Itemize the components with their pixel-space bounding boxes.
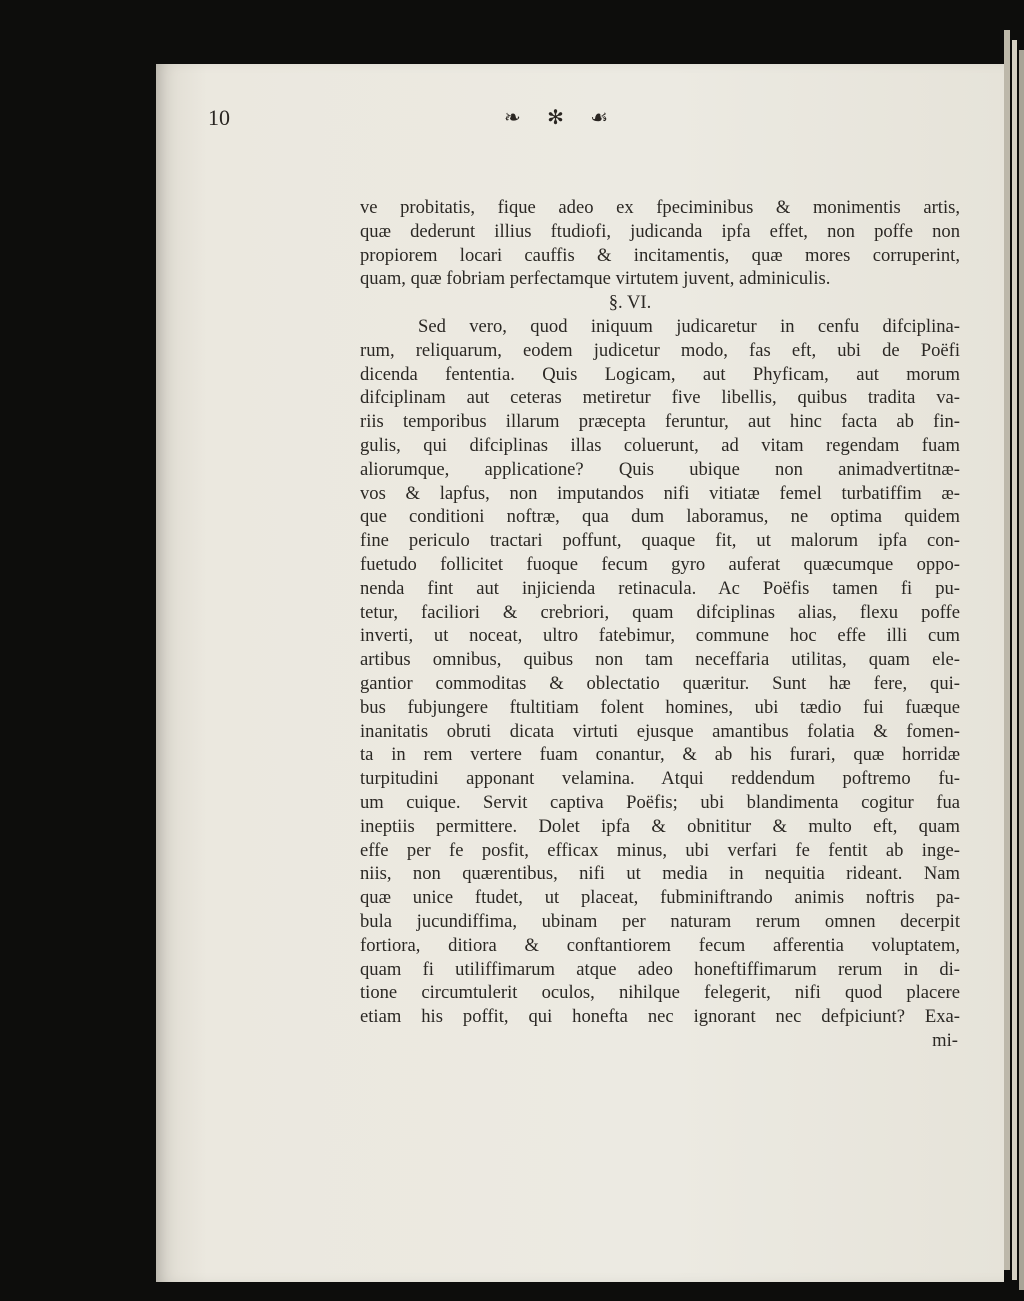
text-line: niis, non quærentibus, nifi ut media in nequitia rideant. Nam — [360, 863, 960, 885]
text-line: bula jucundiffima, ubinam per naturam rerum omnen decerpit — [360, 910, 960, 932]
text-line: quam fi utiliffimarum atque adeo honeftiffimarum rerum in di- — [360, 958, 960, 980]
text-line: que conditioni noftræ, qua dum laboramus, ne optima quidem — [360, 506, 960, 528]
text-line: effe per fe posfit, efficax minus, ubi verfari fe fentit ab inge- — [360, 839, 960, 861]
section-paragraph — [360, 315, 960, 1029]
text-line: nenda fint aut injicienda retinacula. Ac Poëfis tamen fi pu- — [360, 577, 960, 599]
text-line: vos & lapfus, non imputandos nifi vitiatæ femel turbatiffim æ- — [360, 482, 960, 504]
text-line: tione circumtulerit oculos, nihilque felegerit, nifi quod placere — [360, 982, 960, 1004]
text-line: tetur, faciliori & crebriori, quam difciplinas alias, flexu poffe — [360, 601, 960, 623]
body-text — [360, 196, 960, 1053]
text-line: propiorem locari cauffis & incitamentis, quæ mores corruperint, — [360, 244, 960, 266]
text-line: inverti, ut noceat, ultro fatebimur, commune hoc effe illi cum — [360, 625, 960, 647]
text-line: difciplinam aut ceteras metiretur five libellis, quibus tradita va- — [360, 387, 960, 409]
text-line: fine periculo tractari poffunt, quaque fit, ut malorum ipfa con- — [360, 530, 960, 552]
text-line: fuetudo follicitet fuoque fecum gyro auferat quæcumque oppo- — [360, 553, 960, 575]
page-number: 10 — [208, 105, 230, 130]
text-line: etiam his poffit, qui honefta nec ignorant nec defpiciunt? Exa- — [360, 1006, 960, 1028]
page-stack-edge — [1012, 40, 1017, 1280]
text-line: turpitudini apponant velamina. Atqui reddendum poftremo fu- — [360, 768, 960, 790]
text-line: inanitatis obruti dicata virtuti ejusque amantibus folatia & fomen- — [360, 720, 960, 742]
text-line: fortiora, ditiora & conftantiorem fecum afferentia voluptatem, — [360, 934, 960, 956]
text-line: ve probitatis, fique adeo ex fpeciminibus & monimentis artis, — [360, 197, 960, 218]
text-line: ineptiis permittere. Dolet ipfa & obnititur & multo eft, quam — [360, 815, 960, 837]
text-line: dicenda fententia. Quis Logicam, aut Phyficam, aut morum — [360, 363, 960, 385]
page-stack-edge — [1004, 30, 1010, 1270]
catchword: mi- — [932, 1029, 958, 1051]
text-line: aliorumque, applicatione? Quis ubique non animadvertitnæ- — [360, 458, 960, 480]
text-line: quæ unice ftudet, ut placeat, fubminiftrando animis noftris pa- — [360, 887, 960, 909]
text-line: bus fubjungere ftultitiam folent homines, ubi tædio fui fuæque — [360, 696, 960, 718]
text-line: gulis, qui difciplinas illas coluerunt, ad vitam regendam fuam — [360, 434, 960, 456]
text-line: quæ dederunt illius ftudiofi, judicanda ipfa effet, non poffe non — [360, 220, 960, 242]
page-stack-edge — [1019, 50, 1024, 1290]
text-line: riis temporibus illarum præcepta feruntur, aut hinc facta ab fin- — [360, 411, 960, 433]
opening-paragraph — [360, 196, 960, 291]
text-line: artibus omnibus, quibus non tam neceffaria utilitas, quam ele- — [360, 649, 960, 671]
text-line: ta in rem vertere fuam conantur, & ab his furari, quæ horridæ — [360, 744, 960, 766]
text-line: um cuique. Servit captiva Poëfis; ubi blandimenta cogitur fua — [360, 791, 960, 813]
text-line: Sed vero, quod iniquum judicaretur in cenfu difciplina- — [418, 315, 960, 337]
header-ornament-icon: ❧ ✻ ☙ — [504, 105, 619, 129]
running-header — [208, 103, 638, 143]
text-line: rum, reliquarum, eodem judicetur modo, fas eft, ubi de Poëfi — [360, 339, 960, 361]
text-line: quam, quæ fobriam perfectamque virtutem juvent, adminiculis. — [360, 268, 831, 290]
section-heading: §. VI. — [608, 292, 652, 314]
text-line: gantior commoditas & oblectatio quæritur. Sunt hæ fere, qui- — [360, 672, 960, 694]
